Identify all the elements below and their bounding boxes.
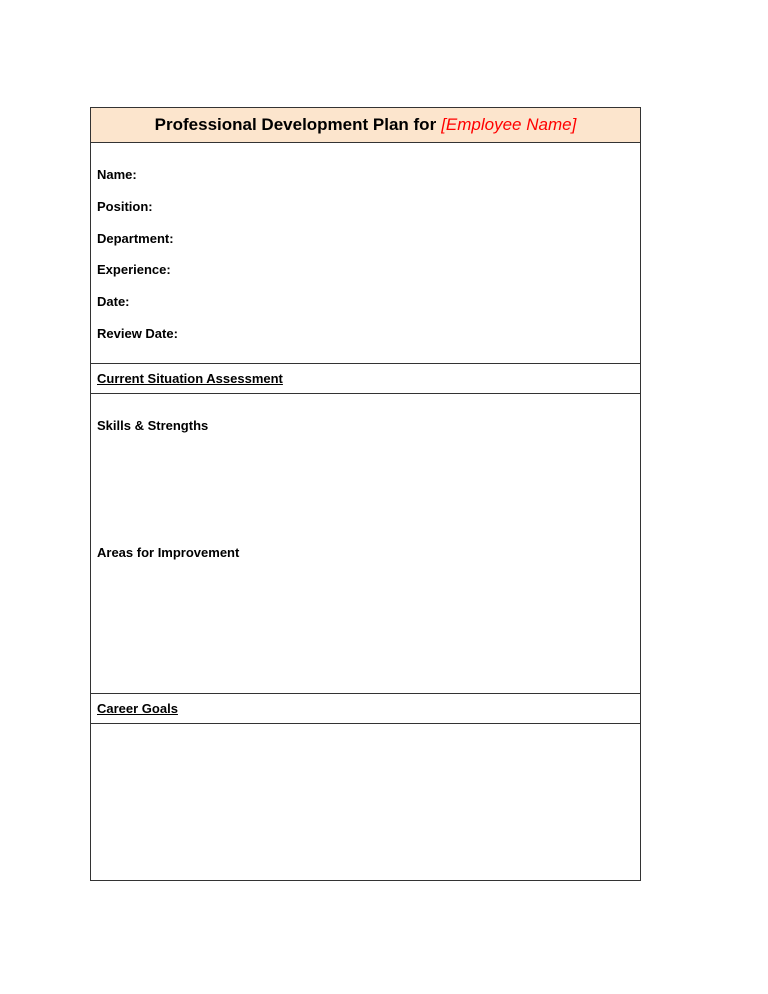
field-experience[interactable]: Experience:	[97, 262, 171, 278]
employee-info-section	[91, 143, 640, 364]
title-text: Professional Development Plan for	[154, 115, 437, 134]
skills-strengths-label: Skills & Strengths	[97, 418, 209, 433]
assessment-section[interactable]	[91, 394, 640, 694]
career-goals-body[interactable]	[91, 724, 640, 880]
development-plan-table	[90, 107, 641, 881]
employee-name-placeholder[interactable]: [Employee Name]	[441, 115, 577, 134]
field-review-date[interactable]: Review Date:	[97, 325, 178, 341]
current-situation-heading: Current Situation Assessment	[91, 364, 640, 394]
title-row	[91, 108, 640, 143]
field-date[interactable]: Date:	[97, 294, 130, 310]
field-department[interactable]: Department:	[97, 230, 174, 246]
field-name[interactable]: Name:	[97, 167, 137, 182]
career-goals-heading: Career Goals	[91, 694, 640, 724]
field-position[interactable]: Position:	[97, 198, 153, 214]
areas-improvement-label: Areas for Improvement	[97, 545, 240, 560]
